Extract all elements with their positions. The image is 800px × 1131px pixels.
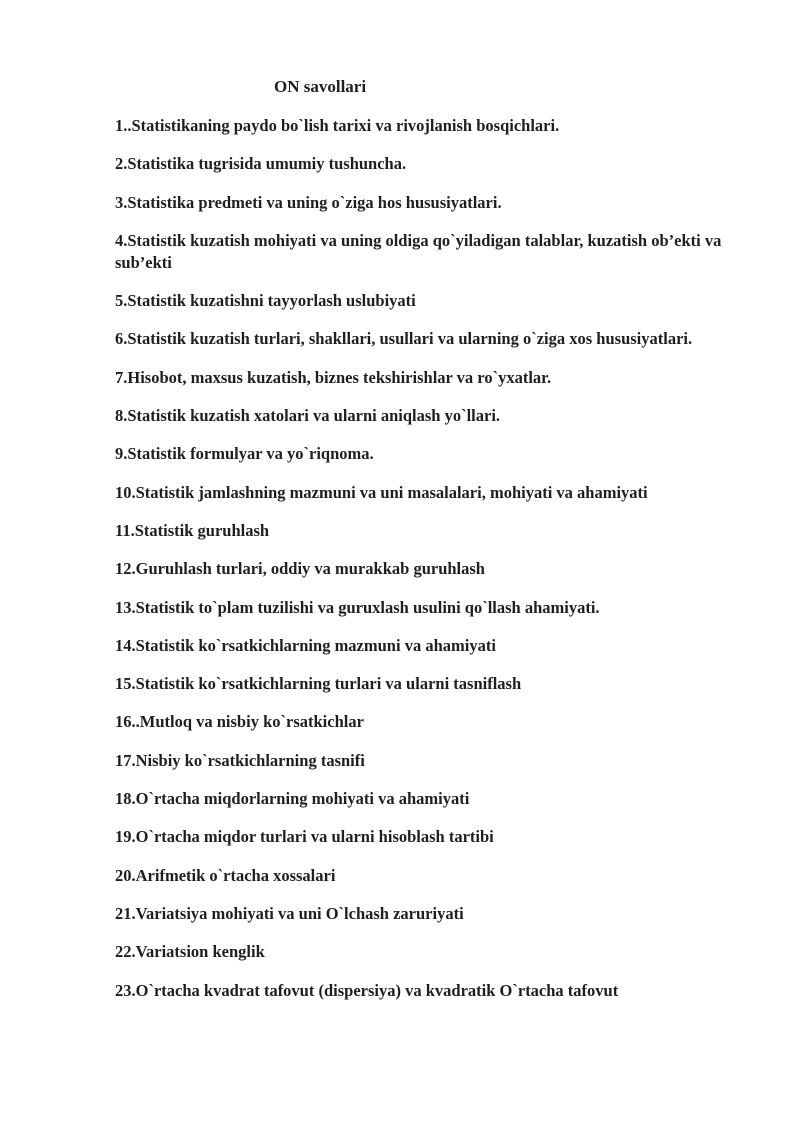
question-item: 17.Nisbiy ko`rsatkichlarning tasnifi (115, 750, 365, 770)
question-item: 22.Variatsion kenglik (115, 942, 265, 962)
question-item: 16..Mutloq va nisbiy ko`rsatkichlar (115, 712, 364, 732)
question-item: 19.O`rtacha miqdor turlari va ularni hisoblash tartibi (115, 827, 494, 847)
question-item: 21.Variatsiya mohiyati va uni O`lchash zaruriyati (115, 903, 464, 923)
question-item: 11.Statistik guruhlash (115, 520, 270, 540)
question-item: 13.Statistik to`plam tuzilishi va guruxlash usulini qo`llash ahamiyati. (115, 597, 600, 617)
question-item: 7.Hisobot, maxsus kuzatish, biznes tekshirishlar va ro`yxatlar. (115, 367, 552, 387)
question-item: 4.Statistik kuzatish mohiyati va uning oldiga qo`yiladigan talablar, kuzatish ob’ekti va sub’ekti (115, 230, 722, 272)
question-item: 14.Statistik ko`rsatkichlarning mazmuni va ahamiyati (115, 635, 496, 655)
question-item: 1..Statistikaning paydo bo`lish tarixi va rivojlanish bosqichlari. (115, 116, 560, 135)
question-item: 23.O`rtacha kvadrat tafovut (dispersiya) va kvadratik O`rtacha tafovut (115, 980, 619, 1000)
question-item: 3.Statistika predmeti va uning o`ziga hos hususiyatlari. (115, 192, 502, 212)
question-item: 9.Statistik formulyar va yo`riqnoma. (115, 444, 374, 464)
question-item: 6.Statistik kuzatish turlari, shakllari, usullari va ularning o`ziga xos hususiyatlari. (115, 329, 693, 349)
question-item: 10.Statistik jamlashning mazmuni va uni masalalari, mohiyati va ahamiyati (115, 482, 648, 502)
question-item: 18.O`rtacha miqdorlarning mohiyati va ahamiyati (115, 789, 470, 809)
question-item: 2.Statistika tugrisida umumiy tushuncha. (115, 154, 407, 174)
question-item: 20.Arifmetik o`rtacha xossalari (115, 865, 336, 885)
question-item: 8.Statistik kuzatish xatolari va ularni aniqlash yo`llari. (115, 406, 501, 426)
question-item: 12.Guruhlash turlari, oddiy va murakkab guruhlash (115, 559, 485, 579)
page-title: ON savollari (274, 77, 367, 96)
question-item: 15.Statistik ko`rsatkichlarning turlari va ularni tasniflash (115, 674, 522, 694)
question-item: 5.Statistik kuzatishni tayyorlash uslubiyati (115, 291, 416, 311)
question-list (115, 115, 730, 1018)
